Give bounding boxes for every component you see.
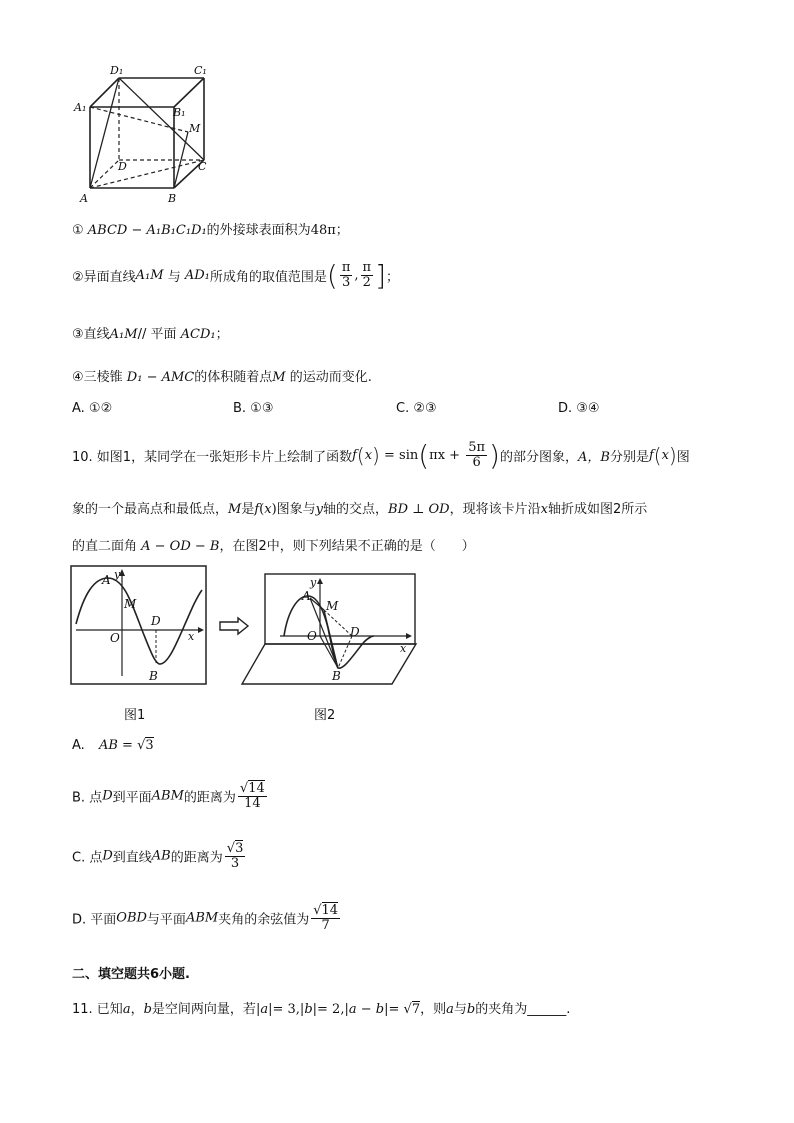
frac-pi-3 — [340, 261, 353, 289]
q10-l2-b: 是 — [241, 502, 255, 517]
s2-pre: ②异面直线 — [72, 270, 136, 285]
frac-num: 5π — [468, 440, 486, 456]
q10-m: M — [228, 502, 242, 517]
sqrt-sign: √ — [239, 781, 249, 796]
q11-e: 与 — [453, 1002, 467, 1017]
q10-l3-math: A − OD − B — [141, 539, 220, 554]
cube-figure — [70, 60, 220, 212]
q10-pix: πx + — [429, 448, 465, 463]
q10-line-1 — [72, 439, 690, 472]
q10-option-b[interactable] — [72, 782, 269, 810]
opt-d-mid: 与平面 — [146, 912, 186, 928]
vector-a-abs: a — [260, 1002, 269, 1017]
q10-l1-c: 分别是 — [609, 450, 649, 465]
opt-a-radicand: 3 — [145, 738, 154, 753]
frac-den: 3 — [341, 275, 351, 290]
left-paren: ( — [326, 259, 338, 292]
q10-line-3 — [72, 535, 475, 554]
fig1-label-y: y — [114, 568, 121, 581]
s1-end: ； — [335, 223, 349, 238]
cube-label-d1: D₁ — [110, 64, 124, 77]
q11-eq2: = 2, — [317, 1002, 345, 1017]
opt-a-prefix: A. — [72, 738, 89, 753]
s1-math: ABCD − A₁B₁C₁D₁ — [87, 223, 207, 238]
cube-label-d: D — [118, 160, 127, 173]
frac-den: 3 — [230, 855, 240, 871]
opt-d-prefix: D. 平面 — [72, 912, 117, 928]
s2-math1: A₁M — [135, 268, 164, 283]
opt-b-prefix: B. 点 — [72, 790, 103, 806]
opt-c-math1: D — [102, 848, 113, 864]
q11-line: 11. 已知a，b是空间两向量，若|a|= 3,|b|= 2,|a − b|= √7，则a与b的夹角为______. — [72, 1002, 571, 1017]
q10-ab: A，B — [577, 450, 610, 465]
cube-label-m: M — [189, 122, 201, 135]
opt-c-prefix: C. 点 — [72, 850, 103, 866]
opt-d-math1: OBD — [116, 910, 147, 926]
vector-b: b — [143, 1002, 152, 1017]
q10-l2-y: y — [315, 502, 324, 517]
opt-d-end: 夹角的余弦值为 — [218, 912, 310, 928]
q10-l2-d: 轴的交点， — [323, 502, 389, 517]
frac-sqrt14-14 — [238, 782, 267, 810]
s4-math1: D₁ − AMC — [126, 370, 195, 385]
q11-a: 11. 已知 — [72, 1002, 123, 1017]
q11-d: ，则 — [420, 1002, 447, 1017]
cube-label-b1: B₁ — [173, 106, 186, 119]
fig1-label-a: A — [102, 573, 111, 587]
frac-den: 6 — [472, 455, 481, 470]
q9-option-b[interactable]: B. ①③ — [233, 401, 274, 416]
q10-x: x — [364, 448, 373, 463]
fig2-label-y: y — [310, 576, 317, 589]
sqrt-sign: √ — [313, 903, 322, 918]
frac-num: 14 — [248, 781, 265, 796]
statement-1 — [72, 219, 349, 238]
fig2-label-x: x — [400, 642, 407, 655]
frac-num: 3 — [235, 841, 244, 856]
figure-1-caption: 图1 — [124, 708, 146, 723]
abs-bar: | — [344, 1002, 349, 1017]
statement-3 — [72, 323, 229, 342]
q9-option-d[interactable]: D. ③④ — [558, 401, 600, 416]
paren: ) — [489, 439, 500, 472]
paren: ) — [668, 443, 677, 468]
fig1-label-d: D — [151, 614, 161, 628]
q10-l2-x: x — [264, 502, 272, 517]
paren: ( — [653, 443, 662, 468]
opt-c-mid: 到直线 — [112, 850, 152, 866]
abs-bar: | — [299, 1002, 305, 1017]
fig2-label-m: M — [326, 599, 339, 613]
paren: ( — [418, 439, 430, 472]
q11-f: 的夹角为 — [475, 1002, 528, 1017]
figure-2-folded — [240, 570, 422, 690]
s2-mid: 与 — [163, 270, 185, 285]
fig2-label-b: B — [332, 669, 341, 683]
fig2-label-o: O — [307, 629, 317, 643]
opt-c-end: 的距离为 — [170, 850, 223, 866]
frac-den: 2 — [362, 275, 371, 290]
vector-a-diff: a — [348, 1002, 357, 1017]
q10-l1-a: 10. 如图1，某同学在一张矩形卡片上绘制了函数 — [72, 450, 353, 465]
q10-l2-c: 图象与 — [276, 502, 316, 517]
cube-label-a: A — [80, 192, 88, 205]
opt-b-math2: ABM — [151, 788, 184, 804]
q11-eq1: = 3, — [272, 1002, 300, 1017]
fig2-label-a: A — [302, 589, 311, 603]
fig1-label-m: M — [124, 597, 137, 611]
q11-eq3: = — [388, 1002, 404, 1017]
statement-2 — [72, 259, 399, 292]
q10-option-c[interactable] — [72, 842, 247, 870]
q10-f: f — [352, 448, 357, 463]
q10-option-a[interactable] — [72, 738, 154, 753]
frac-num: π — [362, 260, 372, 276]
vector-b-diff: b — [375, 1002, 385, 1017]
q10-l2-a: 象的一个最高点和最低点， — [72, 502, 229, 517]
q10-x2: x — [661, 448, 669, 463]
s2-math2: AD₁ — [184, 268, 210, 283]
comma: , — [354, 268, 359, 283]
frac-den: 14 — [244, 795, 261, 811]
vector-b2: b — [466, 1002, 476, 1017]
abs-bar: | — [268, 1002, 273, 1017]
s1-value: 48π — [310, 223, 336, 238]
figure-1-graph — [70, 564, 210, 688]
frac-den: 7 — [321, 917, 330, 933]
frac-num: π — [341, 260, 351, 276]
answer-blank[interactable]: ______ — [527, 1002, 567, 1017]
paren: ) — [372, 443, 380, 468]
fig2-label-d: D — [350, 625, 360, 639]
s4-end: 的运动而变化. — [285, 370, 372, 385]
s1-pre: ① — [72, 223, 88, 238]
fig1-label-b: B — [149, 669, 158, 683]
opt-b-end: 的距离为 — [183, 790, 236, 806]
section-heading: 二、填空题共6小题. — [72, 967, 190, 982]
s4-math2: M — [272, 370, 286, 385]
opt-c-math2: AB — [151, 848, 171, 864]
q10-l2-f3: 轴折成如图2所示 — [547, 502, 648, 517]
statement-4 — [72, 366, 372, 385]
paren: ( — [356, 443, 365, 468]
q11-radicand: 7 — [411, 1002, 421, 1017]
s3-pre: ③直线 — [72, 327, 110, 342]
q10-option-d[interactable] — [72, 904, 342, 932]
s3-end: ； — [215, 327, 229, 342]
q10-l2-e: ，现将该卡片沿 — [449, 502, 541, 517]
opt-a-math: AB — [98, 738, 118, 753]
q10-line-2: 象的一个最高点和最低点，M是f(x)图象与y轴的交点，BD ⊥ OD，现将该卡片沿x轴折成如图2所示 — [72, 502, 648, 517]
opt-b-math1: D — [102, 788, 113, 804]
s2-mid2: 所成角的取值范围是 — [209, 270, 327, 285]
fig1-label-o: O — [110, 631, 120, 645]
q10-l2-xx: x — [540, 502, 548, 517]
frac-sqrt14-7 — [311, 904, 340, 932]
q10-eq: = sin — [379, 448, 419, 463]
frac-num: 14 — [321, 903, 339, 918]
cube-label-a1: A₁ — [74, 101, 87, 114]
s1-mid: 的外接球表面积为 — [206, 223, 311, 238]
q9-option-c[interactable]: C. ②③ — [396, 401, 437, 416]
abs-bar: | — [312, 1002, 318, 1017]
s3-math2: ACD₁ — [180, 327, 216, 342]
s3-mid: // 平面 — [137, 327, 181, 342]
opt-a-eq: = — [117, 738, 138, 753]
vector-a2: a — [446, 1002, 454, 1017]
q10-perp: BD ⊥ OD — [388, 502, 450, 517]
q10-l1-d: 图 — [676, 450, 690, 465]
fig1-label-x: x — [188, 630, 195, 643]
vector-b-abs: b — [304, 1002, 313, 1017]
q10-f2: f — [648, 448, 654, 463]
opt-b-mid: 到平面 — [112, 790, 152, 806]
frac-sqrt3-3 — [225, 842, 246, 870]
frac-5pi-6 — [466, 441, 487, 469]
sqrt-sign: √ — [226, 841, 236, 856]
s4-pre: ④三棱锥 — [72, 370, 127, 385]
frac-pi-2 — [361, 261, 374, 289]
cube-label-c: C — [198, 160, 207, 173]
q11-g: . — [566, 1002, 571, 1017]
sqrt-sign: √ — [403, 1002, 412, 1017]
q9-option-a[interactable]: A. ①② — [72, 401, 113, 416]
q10-l2-f: f — [254, 502, 260, 517]
s3-math1: A₁M — [109, 327, 138, 342]
q10-l3-a: 的直二面角 — [72, 539, 142, 554]
s2-end: ； — [386, 270, 400, 285]
q11-b: ， — [130, 1002, 144, 1017]
cube-label-c1: C₁ — [194, 64, 207, 77]
s4-mid: 的体积随着点 — [194, 370, 273, 385]
opt-d-math2: ABM — [185, 910, 219, 926]
q10-l1-b: 的部分图象， — [499, 450, 578, 465]
cube-label-b: B — [168, 192, 177, 205]
vector-a: a — [122, 1002, 131, 1017]
q11-c: 是空间两向量，若 — [151, 1002, 256, 1017]
abs-bar: | — [255, 1002, 261, 1017]
sqrt-sign: √ — [137, 738, 146, 753]
q10-l3-b: ，在图2中，则下列结果不正确的是（ ） — [219, 539, 475, 554]
figure-2-caption: 图2 — [314, 708, 336, 723]
right-bracket: ] — [375, 259, 386, 292]
abs-bar: | — [384, 1002, 389, 1017]
